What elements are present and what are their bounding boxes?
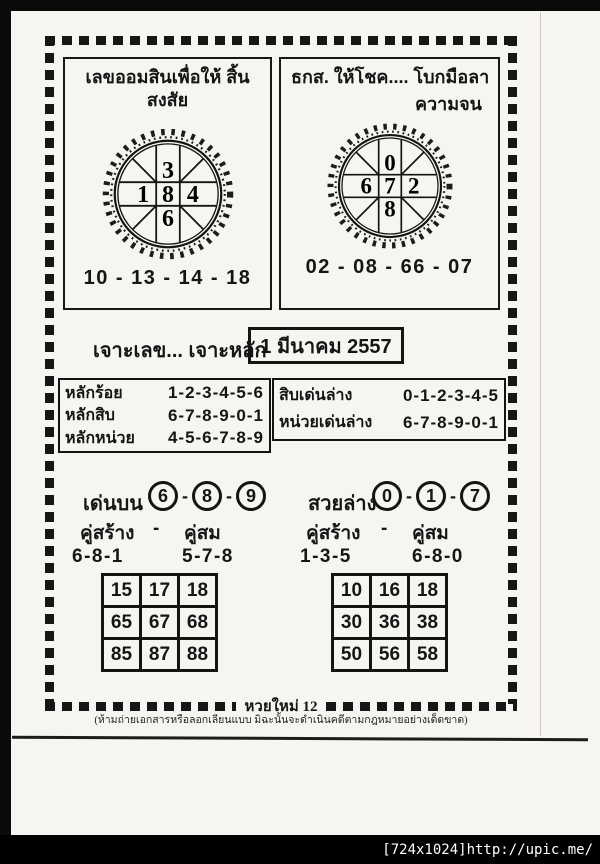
tips-box-left [63,57,272,310]
tips-box-right [279,57,500,310]
wheel-digit-top: 0 [383,150,396,176]
table-cell: 56 [371,639,409,671]
digit-separator: - [406,485,412,506]
tips-box-right-title2: ความจน [415,93,482,114]
mandala-wheel-icon [97,123,239,265]
table-row [333,607,447,639]
result-table-right [331,573,448,672]
digit-row [65,405,264,428]
circled-digit: 8 [192,481,222,511]
digits-box-lower [272,378,506,441]
circled-digits-top [148,481,266,511]
wheel-numbers-left: 10 - 13 - 14 - 18 [83,267,252,289]
wheel-digit-left: 6 [359,173,372,199]
digit-separator: - [450,485,456,506]
digit-row [65,427,264,450]
pair-numbers-left: 6-8-1 [72,546,124,567]
pair-numbers-right: 6-8-0 [412,546,464,567]
wheel-digit-center: 7 [383,173,396,199]
watermark-bar [0,835,600,864]
tips-box-left-title: เลขออมสินเพื่อให้ สิ้นสงสัย [85,67,250,110]
table-cell: 15 [103,575,141,607]
wheel-digit-bottom: 8 [383,196,396,222]
table-row [333,575,447,607]
pair-label-left: คู่สร้าง [80,523,135,544]
pair-label-left: คู่สร้าง [306,523,361,544]
table-cell: 36 [371,607,409,639]
table-cell: 18 [409,575,447,607]
scan-edge-top [0,0,600,11]
copyright-disclaimer: (ห้ามถ่ายเอกสารหรือลอกเลียนแบบ มิฉะนั้นจะดำเนินคดีตามกฎหมายอย่างเด็ดขาด) [94,715,468,726]
drill-heading: เจาะเลข... เจาะหลัก [93,340,267,362]
table-cell: 68 [179,607,217,639]
frame-border-left [45,36,54,704]
tips-box-right-title: ธกส. ให้โชค.... โบกมือลา [291,67,490,87]
paper-bottom-edge [12,736,588,742]
digit-row-digits: 6-7-8-9-0-1 [167,405,264,425]
table-cell: 85 [103,639,141,671]
pick-heading-top: เด่นบน [83,493,143,515]
number-wheel-right [281,118,498,254]
wheel-digit-right: 4 [186,181,199,208]
wheel-digit-right: 2 [407,173,420,199]
circled-digit: 6 [148,481,178,511]
digit-row [279,382,499,409]
frame-border-right [508,36,517,704]
digit-row-label: หน่วยเด่นล่าง [279,414,373,431]
number-wheel-left [65,123,270,265]
digit-row-digits: 6-7-8-9-0-1 [402,412,499,432]
draw-date-box: 1 มีนาคม 2557 [248,327,404,364]
wheel-digit-bottom: 6 [161,205,174,232]
table-cell: 16 [371,575,409,607]
digits-box-upper [58,378,271,453]
table-cell: 38 [409,607,447,639]
watermark-text: [724x1024]http://upic.me/ [382,841,593,858]
table-row [103,639,217,671]
table-row [103,607,217,639]
paper-crease-line [540,12,541,736]
wheel-digit-top: 3 [161,158,174,185]
table-row [333,639,447,671]
pair-separator: - [381,518,388,539]
table-cell: 30 [333,607,371,639]
table-cell: 67 [141,607,179,639]
wheel-digit-left: 1 [136,181,149,208]
wheel-numbers-right: 02 - 08 - 66 - 07 [305,255,474,278]
table-cell: 18 [179,575,217,607]
digit-row-digits: 4-5-6-7-8-9 [167,428,264,448]
table-row [103,575,217,607]
table-cell: 17 [141,575,179,607]
pair-label-right: คู่สม [184,523,221,544]
sheet-title: หวยใหม่ 12 [244,699,318,715]
digit-separator: - [226,485,232,506]
frame-border-bottom-right-dashes [326,702,517,711]
digit-row-digits: 1-2-3-4-5-6 [167,383,264,403]
scan-edge-left [0,0,11,835]
digit-row-label: หลักหน่วย [65,429,135,447]
pick-heading-bottom: สวยล่าง [308,493,377,515]
digit-row-label: หลักสิบ [65,407,115,425]
table-cell: 65 [103,607,141,639]
pair-numbers-left: 1-3-5 [300,546,352,567]
table-cell: 50 [333,639,371,671]
digit-row-digits: 0-1-2-3-4-5 [402,385,499,405]
table-cell: 88 [179,639,217,671]
table-cell: 87 [141,639,179,671]
digit-row-label: สิบเด่นล่าง [279,387,353,404]
pair-label-right: คู่สม [412,523,449,544]
circled-digits-bottom [372,481,490,511]
circled-digit: 0 [372,481,402,511]
table-cell: 10 [333,575,371,607]
digit-separator: - [182,485,188,506]
circled-digit: 1 [416,481,446,511]
mandala-wheel-icon [322,118,458,254]
frame-border-bottom-left-dashes [45,702,236,711]
digit-row [279,409,499,436]
digit-row [65,382,264,405]
result-table-left [101,573,218,672]
frame-border-top [45,36,517,45]
circled-digit: 7 [460,481,490,511]
digit-row-label: หลักร้อย [65,384,123,402]
table-cell: 58 [409,639,447,671]
pair-separator: - [153,518,160,539]
pair-numbers-right: 5-7-8 [182,546,234,567]
wheel-digit-center: 8 [161,181,174,208]
circled-digit: 9 [236,481,266,511]
